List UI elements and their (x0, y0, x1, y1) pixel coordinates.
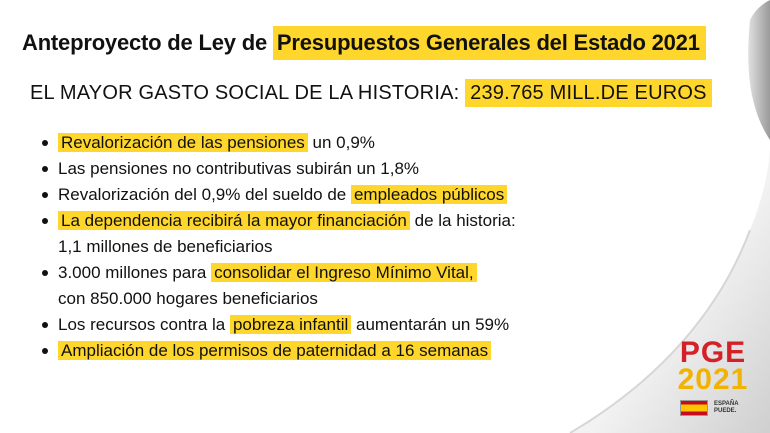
bullet-dot (42, 218, 48, 224)
bullet-text: Los recursos contra la (58, 315, 230, 334)
logo-year: 2021 (677, 363, 749, 396)
bullet-text: de la historia: (409, 211, 516, 230)
subtitle-highlight: 239.765 MILL.DE EUROS (465, 79, 712, 107)
subtitle-prefix: EL MAYOR GASTO SOCIAL DE LA HISTORIA: (30, 82, 460, 104)
bullet-text: 3.000 millones para (58, 263, 212, 282)
bullet-text: 1,1 millones de beneficiarios (58, 237, 273, 256)
bullet-dot (42, 140, 48, 146)
bullet-highlight: pobreza infantil (230, 315, 351, 334)
title-highlight: Presupuestos Generales del Estado 2021 (273, 26, 706, 60)
bullet-highlight: Ampliación de los permisos de paternidad a 16 semanas (58, 341, 491, 360)
bullet-text: Revalorización del 0,9% del sueldo de (58, 185, 351, 204)
bullet-highlight: Revalorización de las pensiones (58, 133, 308, 152)
bullet-highlight: consolidar el Ingreso Mínimo Vital, (211, 263, 477, 282)
spain-flag-icon (680, 400, 708, 416)
bullet-text: Las pensiones no contributivas subirán un 1,8% (58, 159, 420, 178)
puede-label: PUEDE. (714, 408, 737, 414)
bullet-highlight: La dependencia recibirá la mayor financiación (58, 211, 410, 230)
bullet-dot (42, 192, 48, 198)
espana-puede-text (714, 401, 739, 415)
bullet-dot (42, 166, 48, 172)
bullet-text: con 850.000 hogares beneficiarios (58, 289, 318, 308)
espana-label: ESPAÑA (714, 401, 739, 407)
bullet-dot (42, 270, 48, 276)
bullet-text: aumentarán un 59% (351, 315, 510, 334)
logo-pge: PGE (679, 336, 747, 369)
bullet-text: un 0,9% (307, 133, 375, 152)
curl-top (748, 0, 770, 140)
bullet-highlight: empleados públicos (351, 185, 507, 204)
bullet-dot (42, 322, 48, 328)
bullet-dot (42, 348, 48, 354)
pge-2021-logo (668, 336, 758, 416)
gobierno-espana-mark (668, 400, 758, 416)
title-prefix: Anteproyecto de Ley de (22, 30, 267, 55)
